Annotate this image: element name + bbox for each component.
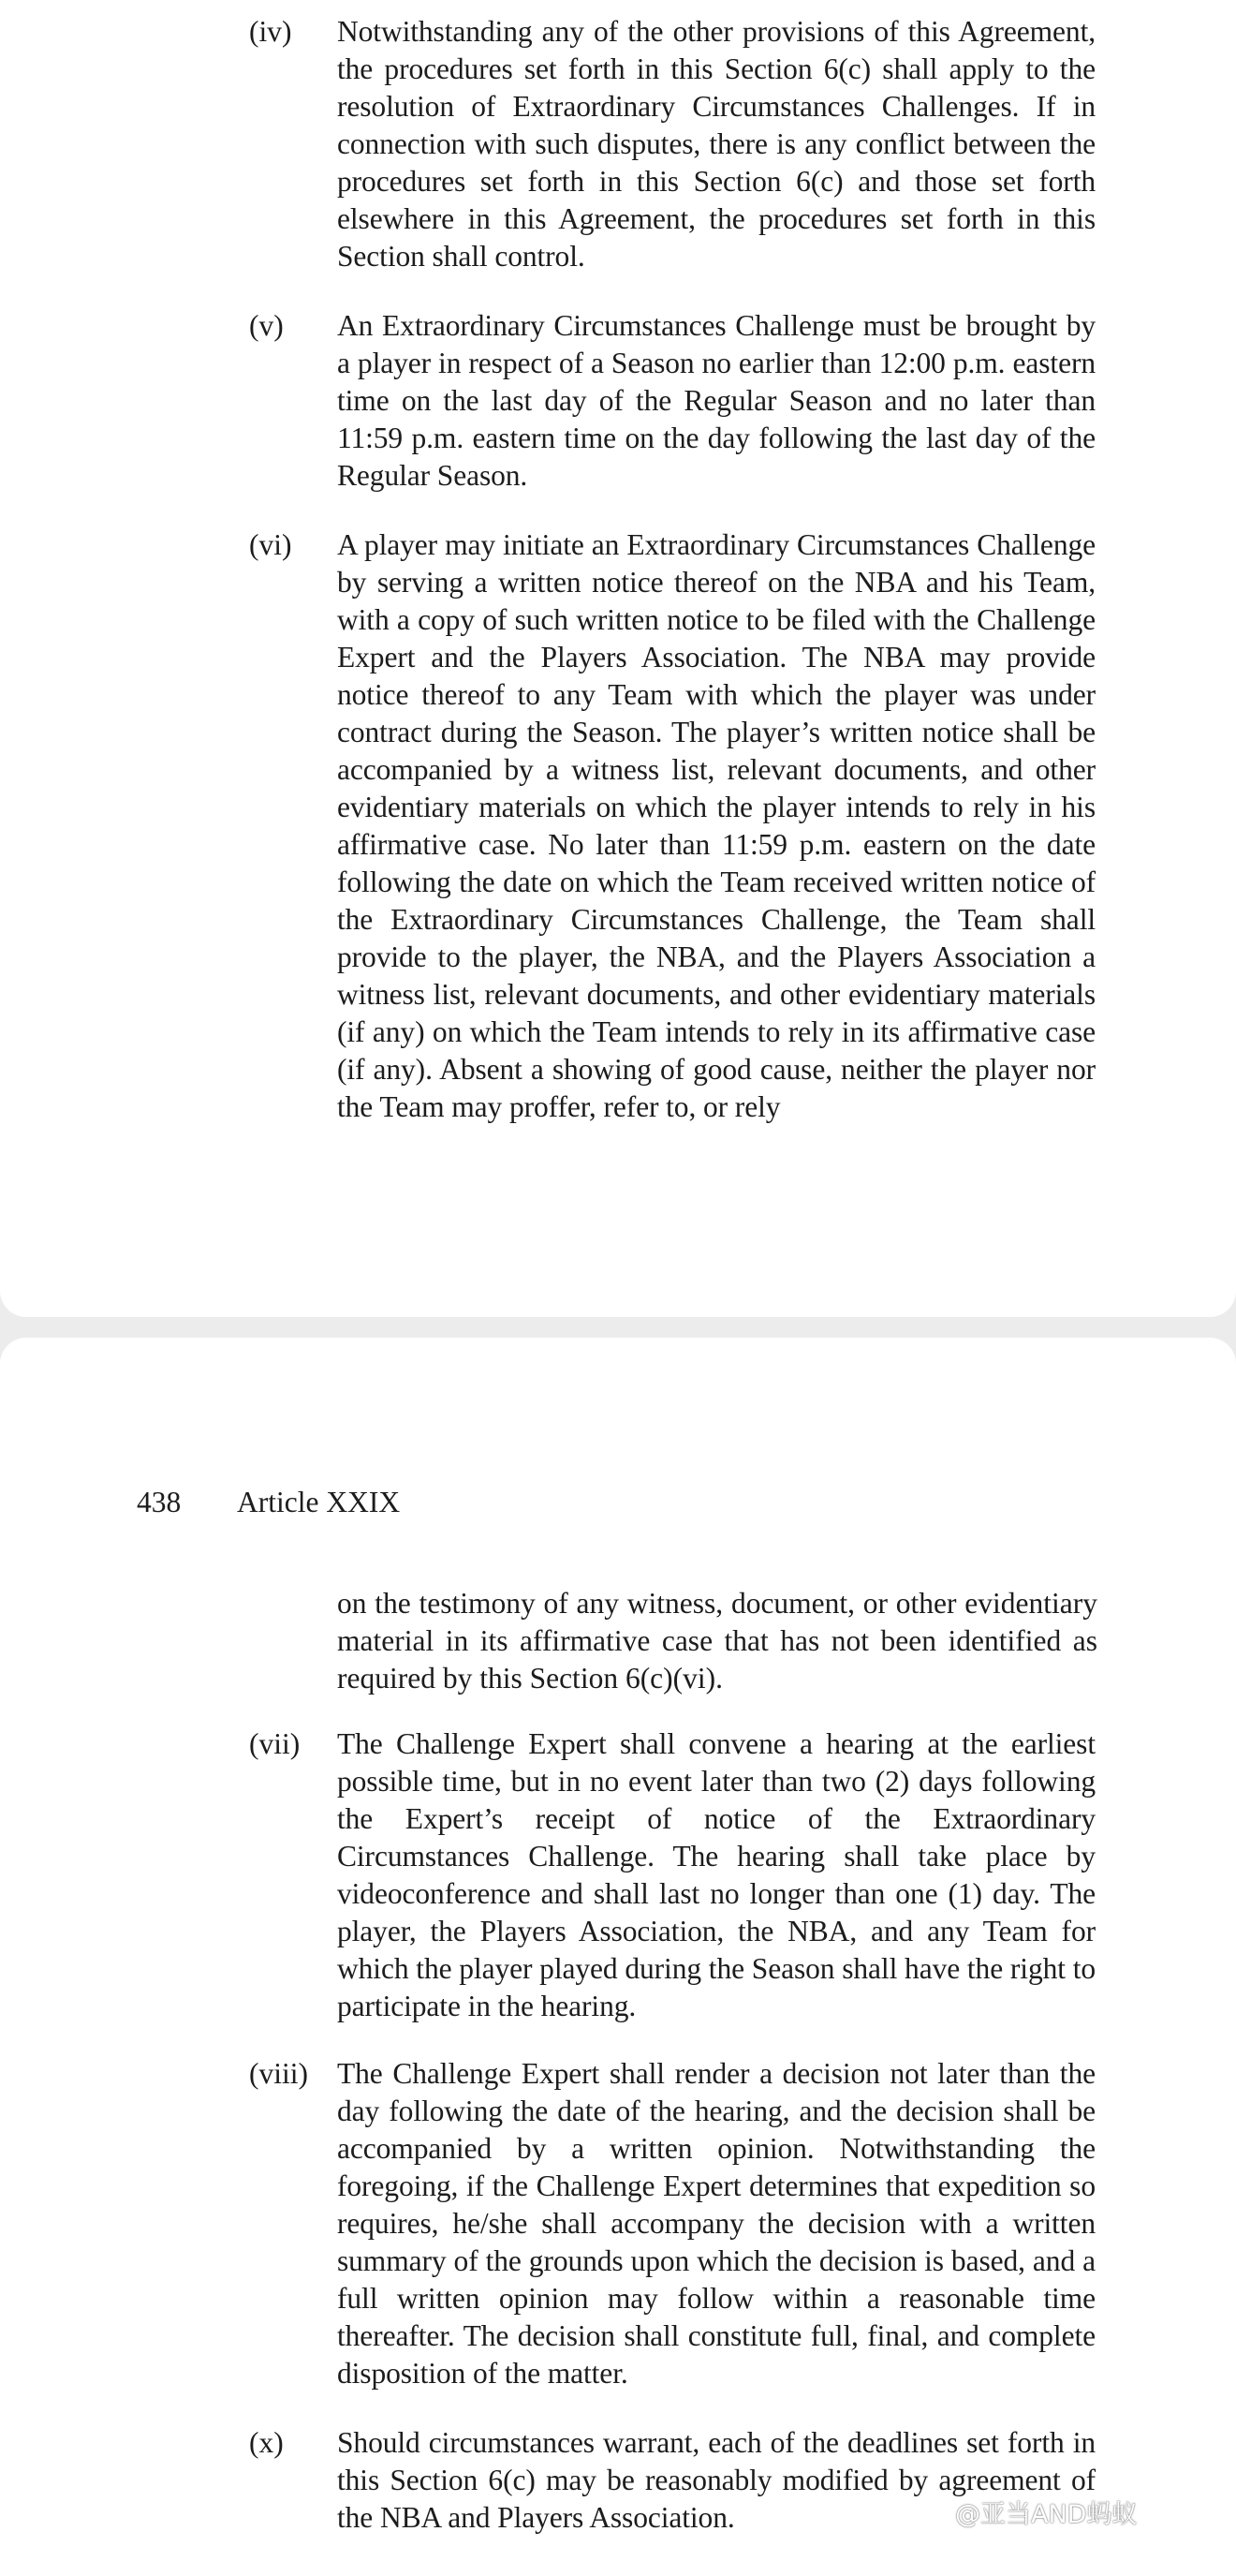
watermark: @亚当AND蚂蚁 <box>955 2500 1138 2529</box>
clause-vi-continuation: on the testimony of any witness, document, or other evidentiary material in its affirmative case that has not been identified as required by this Section 6(c)(vi). <box>337 1587 1097 1695</box>
clause-numeral: (iv) <box>249 15 292 48</box>
clause-text: The Challenge Expert shall convene a hearing at the earliest possible time, but in no event later than two (2) days following the Expert’s receipt of notice of the Extraordinary Circumstances Challenge. The hearing shall take place by videoconference and shall last no longer than one (1) day. The player, the Players Association, the NBA, and any Team for which the player played during the Season shall have the right to participate in the hearing. <box>337 1727 1096 2022</box>
running-title: Article XXIX <box>237 1486 401 1518</box>
clause-text: The Challenge Expert shall render a decision not later than the day following the date of the hearing, and the decision shall be accompanied by a written opinion. Notwithstanding the foregoing, if the Challenge Expert determines that expedition so requires, he/she shall accompany the decision with a written summary of the grounds upon which the decision is based, and a full written opinion may follow within a reasonable time thereafter. The decision shall constitute full, final, and complete disposition of the matter. <box>337 2057 1096 2390</box>
clause-text: An Extraordinary Circumstances Challenge must be brought by a player in respect of a Season no earlier than 12:00 p.m. eastern time on the last day of the Regular Season and no later than 11:59 p.m. eastern time on the day following the last day of the Regular Season. <box>337 309 1096 492</box>
clause-numeral: (x) <box>249 2426 284 2459</box>
clause-text: Notwithstanding any of the other provisions of this Agreement, the procedures set forth in this Section 6(c) shall apply to the resolution of Extraordinary Circumstances Challenges. If in connection with such disputes, there is any conflict between the procedures set forth in this Section 6(c) and those set forth elsewhere in this Agreement, the procedures set forth in this Section shall control. <box>337 15 1096 273</box>
clause-numeral: (vii) <box>249 1727 301 1760</box>
clause-text: A player may initiate an Extraordinary Circumstances Challenge by serving a written notice thereof on the NBA and his Team, with a copy of such written notice to be filed with the Challenge Expert and the Players Association. The NBA may provide notice thereof to any Team with which the player was under contract during the Season. The player’s written notice shall be accompanied by a witness list, relevant documents, and other evidentiary materials on which the player intends to rely in his affirmative case. No later than 11:59 p.m. eastern on the date following the date on which the Team received written notice of the Extraordinary Circumstances Challenge, the Team shall provide to the player, the NBA, and the Players Association a witness list, relevant documents, and other evidentiary materials (if any) on which the Team intends to rely in its affirmative case (if any). Absent a showing of good cause, neither the player nor the Team may proffer, refer to, or rely <box>337 528 1096 1123</box>
clause-numeral: (viii) <box>249 2057 308 2090</box>
page-number: 438 <box>137 1486 182 1518</box>
clause-text: Should circumstances warrant, each of the deadlines set forth in this Section 6(c) may be reasonably modified by agreement of the NBA and Players Association. <box>337 2426 1096 2534</box>
clause-numeral: (vi) <box>249 528 292 561</box>
clause-numeral: (v) <box>249 309 284 342</box>
